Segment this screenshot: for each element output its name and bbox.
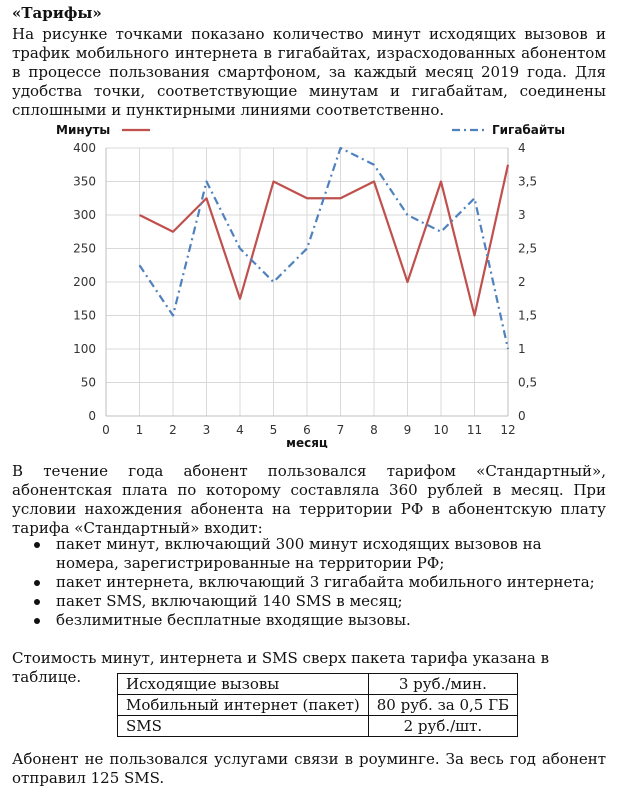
x-tick-label: 0 — [102, 423, 110, 437]
chart — [0, 118, 626, 448]
legend-minutes-label: Минуты — [56, 123, 111, 137]
x-tick-label: 7 — [336, 423, 345, 437]
y-tick-label: 400 — [73, 141, 96, 155]
x-tick-label: 4 — [236, 423, 244, 437]
y2-tick-label: 4 — [518, 141, 526, 155]
table-row — [118, 674, 518, 695]
x-tick-label: 3 — [202, 423, 211, 437]
y-tick-label: 50 — [80, 375, 96, 390]
legend-gigabytes-label: Гигабайты — [492, 123, 566, 137]
table-row — [118, 716, 518, 737]
table-cell-service: Исходящие вызовы — [118, 674, 369, 695]
y-tick-label: 100 — [73, 342, 96, 356]
y-tick-label: 200 — [73, 275, 96, 289]
price-table — [117, 673, 518, 737]
list-item: безлимитные бесплатные входящие вызовы. — [12, 611, 606, 630]
y2-tick-label: 0 — [518, 409, 526, 423]
tariff-paragraph: В течение года абонент пользовался тарифом «Стандартный», абонентская плата по которому составляла 360 рублей в месяц. При условии нахождения абонента на территории РФ в абонентскую плату тарифа «Стандартный» входит: — [12, 462, 606, 537]
y-tick-label: 300 — [73, 208, 96, 222]
chart-grid — [106, 148, 508, 416]
table-cell-price: 80 руб. за 0,5 ГБ — [368, 695, 517, 716]
cost-paragraph: Стоимость минут, интернета и SMS сверх пакета тарифа указана в таблице. — [12, 649, 550, 686]
x-axis-label: месяц — [286, 436, 328, 448]
table-row — [118, 695, 518, 716]
y2-tick-label: 3,5 — [518, 174, 538, 189]
minutes-series-line — [140, 165, 509, 316]
table-cell-price: 2 руб./шт. — [368, 716, 517, 737]
x-tick-label: 6 — [303, 423, 311, 437]
x-tick-label: 8 — [370, 423, 378, 437]
y-tick-label: 150 — [73, 308, 96, 323]
table-cell-price: 3 руб./мин. — [368, 674, 517, 695]
intro-paragraph: На рисунке точками показано количество минут исходящих вызовов и трафик мобильного интернета в гигабайтах, израсходованных абонентом в процессе пользования смартфоном, за каждый месяц 2019 года. Для удобства точки, соответствующие минутам и гигабайтам, соединены сплошными и пунктирными линиями соответственно. — [12, 25, 606, 119]
y-tick-label: 350 — [73, 174, 96, 189]
problem-title: «Тарифы» — [12, 4, 102, 22]
x-tick-label: 2 — [169, 423, 177, 437]
x-tick-label: 9 — [403, 423, 412, 437]
x-tick-label: 12 — [500, 423, 516, 437]
y2-tick-label: 1 — [518, 342, 526, 356]
table-cell-service: Мобильный интернет (пакет) — [118, 695, 369, 716]
tariff-includes-list — [12, 535, 606, 630]
y2-tick-label: 2,5 — [518, 241, 538, 256]
x-tick-label: 10 — [433, 423, 449, 437]
y-tick-label: 0 — [88, 409, 96, 423]
y2-tick-label: 2 — [518, 275, 526, 289]
x-tick-label: 11 — [466, 423, 483, 437]
final-paragraph: Абонент не пользовался услугами связи в роуминге. За весь год абонент отправил 125 SMS. — [12, 750, 606, 787]
y-tick-label: 250 — [73, 241, 96, 256]
y2-tick-label: 0,5 — [518, 375, 538, 390]
chart-legend — [56, 123, 565, 137]
x-tick-label: 5 — [269, 423, 278, 437]
table-cell-service: SMS — [118, 716, 369, 737]
list-item: пакет интернета, включающий 3 гигабайта мобильного интернета; — [12, 573, 606, 592]
x-tick-label: 1 — [135, 423, 144, 437]
y2-tick-label: 3 — [518, 208, 526, 222]
list-item: пакет минут, включающий 300 минут исходящих вызовов на номера, зарегистрированные на территории РФ; — [12, 535, 606, 573]
list-item: пакет SMS, включающий 140 SMS в месяц; — [12, 592, 606, 611]
y2-tick-label: 1,5 — [518, 308, 538, 323]
